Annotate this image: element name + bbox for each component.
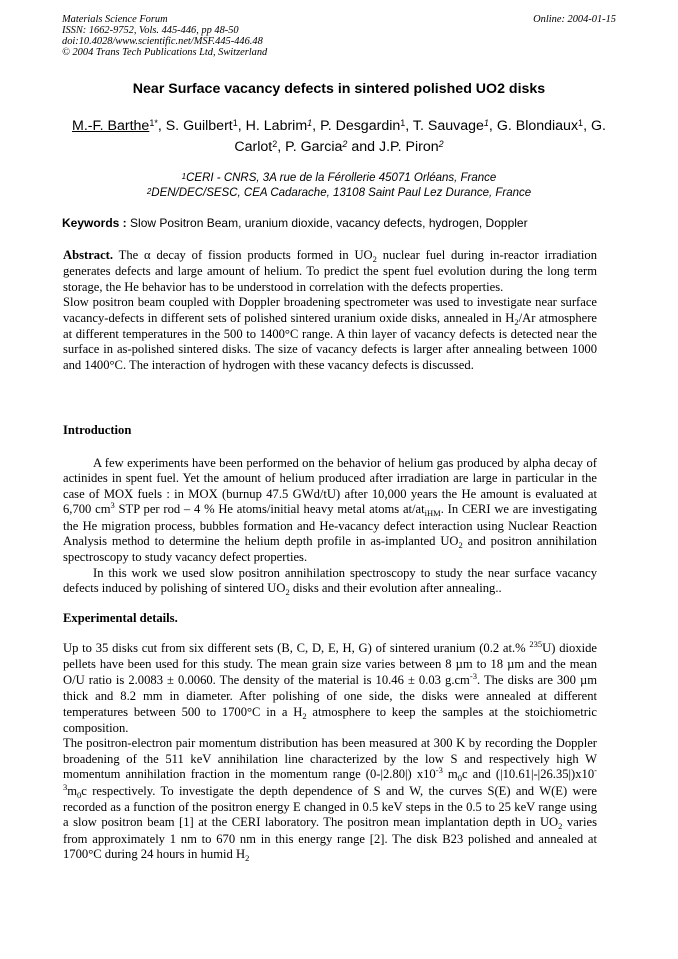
body-text: atmosphere to keep the samples at the stoichiometric composition.	[63, 704, 597, 736]
body-text: m	[442, 767, 458, 782]
affiliation-1	[62, 171, 616, 186]
introduction-paragraph	[63, 456, 597, 566]
subscript: 2	[372, 254, 377, 264]
body-text: m	[67, 783, 78, 798]
subscript: 2	[458, 540, 463, 551]
subscript: 2	[514, 316, 519, 327]
affiliation-text: CERI - CNRS, 3A rue de la Férollerie 45071 Orléans, France	[186, 172, 497, 184]
abstract-paragraph	[63, 248, 597, 295]
introduction	[63, 456, 597, 598]
body-text: varies from approximately 1 nm to 670 nm in this energy range [2]. The disk B23 polished and annealed at 1700°C during 24 hours in humid H	[63, 815, 597, 862]
subscript: 2	[302, 710, 307, 721]
author-separator: ,	[277, 139, 286, 155]
author-sup: 2	[438, 139, 444, 149]
superscript: 3	[110, 500, 115, 511]
affiliation-2	[62, 186, 616, 201]
paper-title: Near Surface vacancy defects in sintered polished UO2 disks	[132, 81, 546, 97]
abstract-text: The α decay of fission products formed in UO	[118, 248, 373, 262]
body-text: . The disks are 300 µm thick and 8.2 mm in diameter. After polishing of one side, the disks were annealed at different temperatures between 500 to 1700°C in a H	[63, 672, 597, 719]
author-name: J.P. Piron	[378, 139, 439, 155]
author-name: M.-F. Barthe	[72, 118, 150, 134]
subscript: 2	[245, 853, 250, 864]
subscript: 0	[77, 789, 82, 800]
abstract-label: Abstract.	[63, 248, 114, 262]
author-sup: 1	[578, 118, 584, 128]
body-text: In this work we used slow positron annihilation spectroscopy to study the near surface vacancy defects induced by polishing of sintered UO	[63, 565, 597, 596]
author-separator: ,	[583, 118, 591, 134]
author-separator: ,	[488, 118, 497, 134]
author-separator: ,	[157, 118, 166, 134]
author-name: G. Blondiaux	[496, 118, 579, 134]
keywords-text: Slow Positron Beam, uranium dioxide, vacancy defects, hydrogen, Doppler	[130, 216, 528, 230]
author-sup: 2	[342, 139, 348, 149]
author-sup: 1	[232, 118, 238, 128]
body-text: c and (|10.61|-|26.35|)x10	[461, 767, 595, 782]
body-text: . In CERI we are investigating the He migration process, bubbles formation and He-vacancy defect interaction using Nuclear Reaction Analysis method to determine the helium depth profile in as-implanted UO	[63, 502, 598, 549]
body-text: The positron-electron pair momentum distribution has been measured at 300 K by recording the Doppler broadening of the 511 keV annihilation line characterized by the low S and respectively high W momentum annihilation fraction in the momentum range (0-|2.80|) x10	[63, 736, 597, 782]
journal-copyright: © 2004 Trans Tech Publications Ltd, Switzerland	[62, 47, 268, 58]
introduction-heading: Introduction	[63, 423, 132, 437]
author-separator: ,	[312, 118, 321, 134]
keywords-label: Keywords :	[62, 216, 127, 230]
experimental-paragraph	[63, 736, 597, 863]
body-text: Up to 35 disks cut from six different sets (B, C, D, E, H, G) of sintered uranium (0.2 at.%	[63, 641, 530, 655]
subscript: 2	[558, 821, 563, 832]
superscript: 235	[529, 639, 543, 649]
author-sup: 1*	[149, 118, 158, 128]
author-name: P. Desgardin	[320, 118, 401, 134]
subscript: iHM	[424, 508, 441, 519]
author-separator: and	[347, 139, 379, 155]
body-text: STP per rod – 4 % He atoms/initial heavy metal atoms at/at	[114, 502, 425, 517]
affiliations	[62, 171, 616, 201]
subscript: 0	[457, 773, 462, 784]
body-text: U) dioxide pellets have been used for this study. The mean grain size varies between 8 µm to 18 µm and the mean O/U ratio is 2.0083 ± 0.0060. The density of the material is 10.46 ± 0.03 g.cm	[63, 641, 597, 687]
abstract-text: nuclear fuel during in-reactor irradiation generates defects and large amount of helium. To predict the spent fuel evolution during the long term storage, the He behavior has to be understood in correlation with the defects properties.	[63, 248, 597, 294]
introduction-paragraph	[63, 566, 597, 598]
body-text: disks and their evolution after annealing..	[289, 581, 502, 596]
abstract	[63, 248, 597, 373]
author-name: H. Labrim	[245, 118, 308, 134]
author-name: S. Guilbert	[165, 118, 233, 134]
superscript: -3	[469, 670, 477, 681]
author-sup: 1	[483, 118, 489, 128]
abstract-text: /Ar atmosphere at different temperatures in the 500 to 1400°C range. A thin layer of vacancy defects is detected near the surface in as-polished sintered disks. The size of vacancy defects is larger after annealing between 1000 and 1400°C. The interaction of hydrogen with these vacancy defects is discussed.	[63, 310, 597, 372]
journal-doi: doi:10.4028/www.scientific.net/MSF.445-446.48	[62, 36, 263, 47]
journal-name: Materials Science Forum	[62, 14, 168, 25]
affiliation-sup: 2	[146, 187, 152, 196]
online-date: Online: 2004-01-15	[533, 14, 616, 25]
experimental-heading: Experimental details.	[63, 611, 178, 625]
body-text: c respectively. To investigate the depth dependence of S and W, the curves S(E) and W(E) were recorded as a function of the positron energy E changed in 0.5 keV steps in the 0.5 to 25 keV range using a slow positron beam [1] at the CERI laboratory. The positron mean implantation depth in UO	[63, 783, 597, 830]
author-sup: 1	[400, 118, 406, 128]
superscript: -3	[435, 765, 443, 776]
author-sup: 1	[307, 118, 313, 128]
author-name: T. Sauvage	[412, 118, 484, 134]
experimental-details	[63, 641, 597, 864]
body-text: A few experiments have been performed on the behavior of helium gas produced by alpha decay of actinides in spent fuel. Yet the amount of helium produced after irradiation are large in particular in the case of MOX fuels : in MOX (burnup 47.5 GWd/tU) after 10,000 years the He amount is evaluated at 6,700 cm	[63, 456, 597, 517]
body-text: and positron annihilation spectroscopy to study vacancy defect properties.	[63, 534, 597, 565]
author-separator: ,	[405, 118, 413, 134]
keywords	[62, 216, 616, 231]
superscript: -3	[63, 765, 597, 792]
journal-issn: ISSN: 1662-9752, Vols. 445-446, pp 48-50	[62, 25, 239, 36]
author-name: P. Garcia	[285, 139, 343, 155]
author-name: G. Carlot	[234, 118, 606, 155]
subscript: 2	[285, 587, 290, 598]
affiliation-text: DEN/DEC/SESC, CEA Cadarache, 13108 Saint Paul Lez Durance, France	[151, 187, 532, 199]
affiliation-sup: 1	[181, 172, 187, 181]
experimental-paragraph	[63, 641, 597, 736]
abstract-text: Slow positron beam coupled with Doppler broadening spectrometer was used to investigate near surface vacancy-defects in different sets of polished sintered uranium oxide disks, annealed in H	[63, 295, 597, 325]
author-sup: 2	[272, 139, 278, 149]
author-separator: ,	[237, 118, 246, 134]
abstract-paragraph	[63, 295, 597, 373]
author-list	[62, 116, 616, 158]
